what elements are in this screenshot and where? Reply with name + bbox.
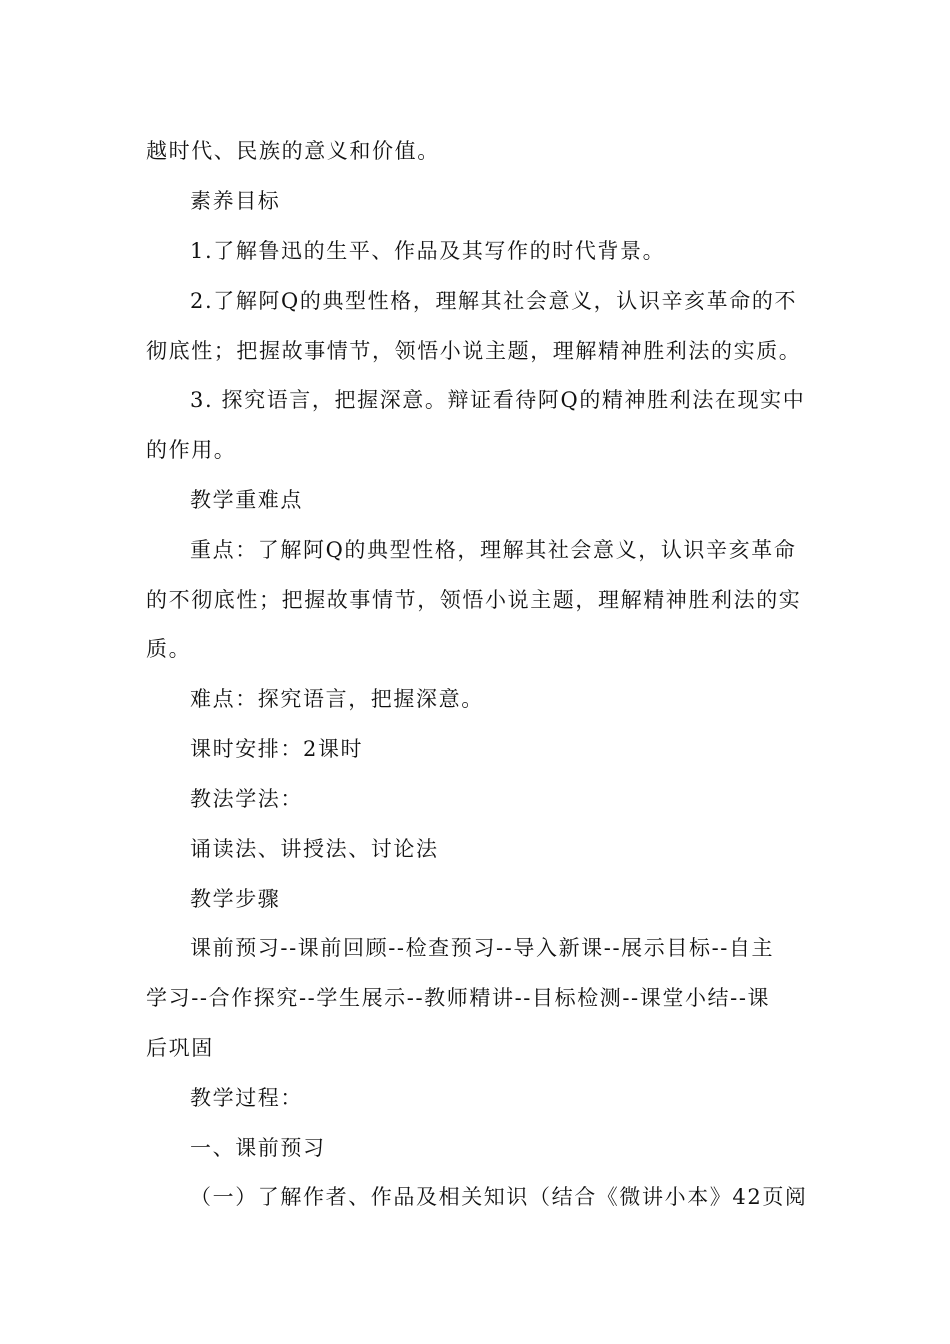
section-heading: 教学步骤 <box>190 887 281 911</box>
text-line: 彻底性；把握故事情节，领悟小说主题，理解精神胜利法的实质。 <box>146 339 802 363</box>
section-heading: 教法学法： <box>190 787 303 811</box>
section-heading: 一、课前预习 <box>190 1136 326 1160</box>
text-line: 质。 <box>146 637 192 661</box>
text-line: 诵读法、讲授法、讨论法 <box>190 837 439 861</box>
text-line: 1.了解鲁迅的生平、作品及其写作的时代背景。 <box>190 239 666 263</box>
text-line: 后巩固 <box>146 1036 214 1060</box>
text-line: 重点：了解阿Q的典型性格，理解其社会意义，认识辛亥革命 <box>190 538 797 562</box>
text-line: 课前预习--课前回顾--检查预习--导入新课--展示目标--自主 <box>190 936 775 960</box>
text-line: 的作用。 <box>146 438 237 462</box>
text-line: 课时安排：2课时 <box>190 737 364 761</box>
text-line: 难点：探究语言，把握深意。 <box>190 687 484 711</box>
section-heading: 素养目标 <box>190 189 281 213</box>
section-heading: 教学过程： <box>190 1086 303 1110</box>
text-line: 3. 探究语言，把握深意。辩证看待阿Q的精神胜利法在现实中 <box>190 388 806 412</box>
text-line: （一）了解作者、作品及相关知识（结合《微讲小本》42页阅 <box>190 1185 808 1209</box>
text-line: 的不彻底性；把握故事情节，领悟小说主题，理解精神胜利法的实 <box>146 588 802 612</box>
text-line: 2.了解阿Q的典型性格，理解其社会意义，认识辛亥革命的不 <box>190 289 798 313</box>
section-heading: 教学重难点 <box>190 488 303 512</box>
text-line: 越时代、民族的意义和价值。 <box>146 139 440 163</box>
text-line: 学习--合作探究--学生展示--教师精讲--目标检测--课堂小结--课 <box>146 986 771 1010</box>
